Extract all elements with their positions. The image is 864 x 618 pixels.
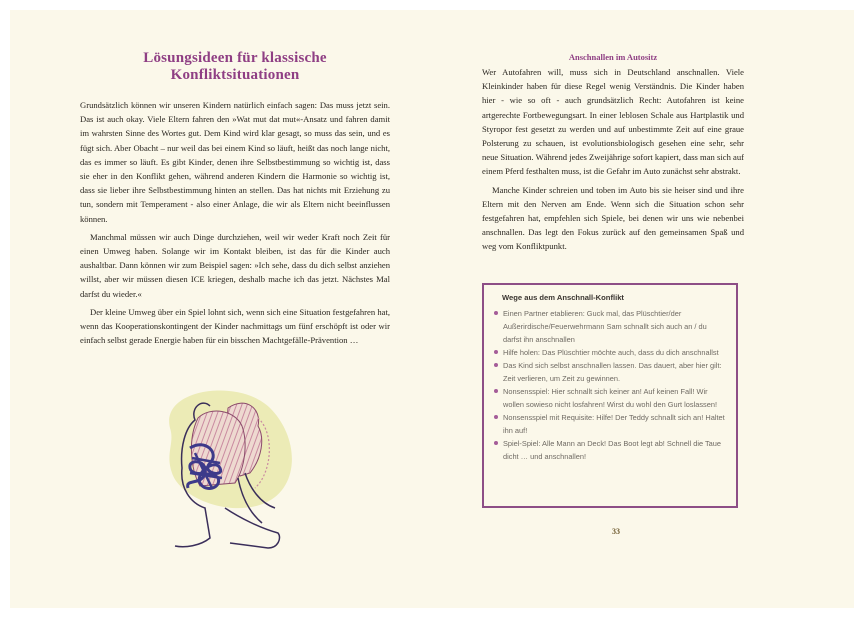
bullet-icon xyxy=(494,311,498,315)
left-page xyxy=(80,50,390,351)
list-item-text: Nonsensspiel: Hier schnallt sich keiner an! Auf keinen Fall! Wir wollen sowieso nicht losfahren! Wirst du wohl den Gurt loslassen! xyxy=(503,387,718,409)
right-page xyxy=(482,52,744,258)
list-item-text: Einen Partner etablieren: Guck mal, das Plüschtier/der Außerirdische/Feuerwehrmann Sam schnallt sich auch an / du darfst ihn anschnallen xyxy=(503,309,707,344)
tip-list xyxy=(494,307,726,463)
list-item-text: Hilfe holen: Das Plüschtier möchte auch, dass du dich anschnallst xyxy=(503,348,719,357)
list-item xyxy=(494,346,726,359)
paragraph: Manchmal müssen wir auch Dinge durchziehen, weil wir weder Kraft noch Zeit für einen Umweg haben. Solange wir im Kontakt bleiben, ist das für die Kinder auch aushaltbar. Dann können wir zum Beispiel sagen: »Ich sehe, dass du dich selbst anziehen willst, aber wir müssen diesen ICE kriegen, deshalb mache ich das jetzt. Nächstes Mal darfst du wieder.« xyxy=(80,231,390,299)
list-item-text: Das Kind sich selbst anschnallen lassen. Das dauert, aber hier gilt: Zeit verlieren, um Zeit zu gewinnen. xyxy=(503,361,722,383)
subheading: Anschnallen im Autositz xyxy=(568,52,658,62)
paragraph: Grundsätzlich können wir unseren Kindern natürlich einfach sagen: Das muss jetzt sein. Das ist auch okay. Viele Eltern fahren den »Wat mut dat mut«-Ansatz und fahren damit im wahrsten Sinne des Wortes gut. Dem Kind wird klar gesagt, so muss das sein, und es fügt sich. Aber Obacht – nur weil das bei einem Kind so läuft, heißt das noch lange nicht, das es immer so läuft. Es gibt Kinder, denen ihre Selbstbestimmung so wichtig ist, dass sie eher in den Konflikt gehen, während anderen Kindern die Harmonie so wichtig ist, dass sie lieber ihre Selbstbestimmung hinten an stellen. Das hat nichts mit Erziehung zu tun, sondern mit Temperament - also einer Anlage, die wir als Eltern nicht beeinflussen können. xyxy=(80,100,390,224)
bullet-icon xyxy=(494,363,498,367)
paragraph: Der kleine Umweg über ein Spiel lohnt sich, wenn sich eine Situation festgefahren hat, wenn das Kooperationskontingent der Kinder nachmittags um fünf erschöpft ist oder wir einfach selbst gerade Energie haben für ein bisschen Machtgefälle-Prävention … xyxy=(80,306,390,346)
page-number: 33 xyxy=(612,527,620,536)
list-item xyxy=(494,385,726,411)
illustration-icon xyxy=(150,378,310,568)
paragraph: Manche Kinder schreien und toben im Auto bis sie heiser sind und ihre Eltern mit den Nerven am Ende. Wenn sich die Situation schon sehr festgefahren hat, empfehlen sich Spiele, bei denen wir uns wie nebenbei anschnallen. Das legt den Fokus zurück auf den gemeinsamen Spaß und weg vom Konfliktpunkt. xyxy=(482,184,744,252)
tip-box xyxy=(482,283,738,508)
list-item xyxy=(494,359,726,385)
embracing-parent-child-illustration xyxy=(150,378,310,568)
bullet-icon xyxy=(494,350,498,354)
bullet-icon xyxy=(494,389,498,393)
paragraph: Wer Autofahren will, muss sich in Deutschland anschnallen. Viele Kleinkinder haben für diese Regel wenig Verständnis. Die Kinder haben hier - wie so oft - auch grundsätzlich Recht: Autofahren ist keine artgerechte Fortbewegungsart. In einer leblosen Schale aus Hartplastik und Styropor fest gesetzt zu werden und auf unbestimmte Zeit auf eine graue Polsterung zu schauen, ist evolutionsbiologisch gesehen eine sehr, sehr neue Situation. Während jedes Zweijährige sofort kapiert, dass man sich auf einem Pferd festhalten muss, ist die Gefahr im Auto zunächst sehr abstrakt. xyxy=(482,67,744,177)
tip-box-title: Wege aus dem Anschnall-Konflikt xyxy=(502,293,624,302)
bullet-icon xyxy=(494,415,498,419)
list-item xyxy=(494,307,726,346)
list-item xyxy=(494,411,726,437)
list-item xyxy=(494,437,726,463)
bullet-icon xyxy=(494,441,498,445)
list-item-text: Spiel-Spiel: Alle Mann an Deck! Das Boot legt ab! Schnell die Taue dicht … und anschnallen! xyxy=(503,439,722,461)
list-item-text: Nonsensspiel mit Requisite: Hilfe! Der Teddy schnallt sich an! Haltet ihn auf! xyxy=(503,413,725,435)
section-title: Lösungsideen für klassische Konfliktsituationen xyxy=(143,50,327,83)
